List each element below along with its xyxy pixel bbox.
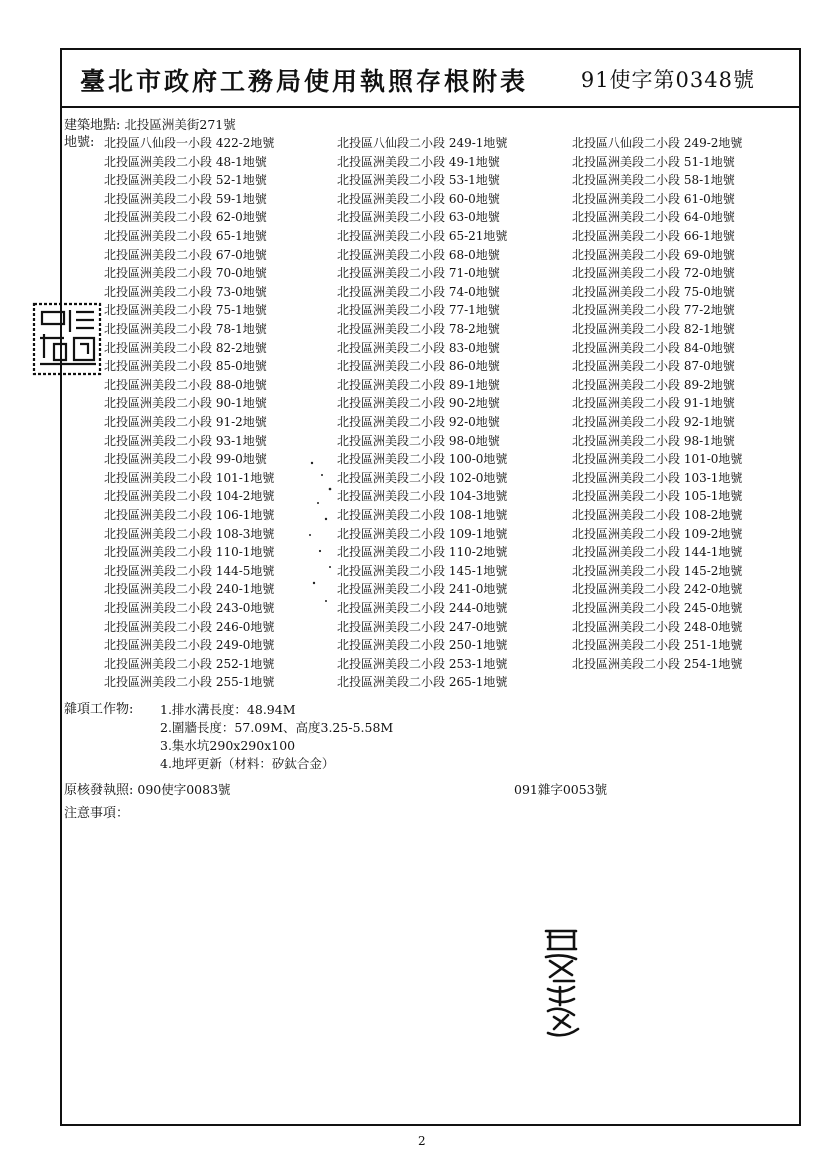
misc-works-label: 雜項工作物:: [64, 702, 134, 717]
lot-cell: 北投區洲美段二小段 92-1地號: [572, 415, 735, 429]
lot-cell: 北投區洲美段二小段 78-1地號: [104, 322, 267, 336]
lot-cell: 北投區洲美段二小段 254-1地號: [572, 656, 743, 671]
misc-item-sump: 3.集水坑290x290x100: [160, 738, 296, 753]
site-address-label: 建築地點:: [64, 118, 121, 133]
lot-cell: 北投區洲美段二小段 75-1地號: [104, 303, 267, 318]
lot-cell: 北投區洲美段二小段 78-2地號: [337, 322, 500, 336]
lot-cell: 北投區洲美段二小段 106-1地號: [104, 508, 275, 522]
original-permit-line: [64, 781, 231, 799]
lot-cell: 北投區洲美段二小段 249-0地號: [104, 638, 275, 653]
scan-specks: [300, 455, 340, 615]
misc-item-drainage: 1.排水溝長度：48.94M: [160, 702, 296, 717]
lot-cell: 北投區洲美段二小段 109-1地號: [337, 526, 508, 541]
lot-cell: 北投區洲美段二小段 67-0地號: [104, 247, 267, 262]
lot-cell: 北投區洲美段二小段 73-0地號: [104, 284, 267, 299]
lot-cell: 北投區洲美段二小段 48-1地號: [104, 154, 267, 169]
lot-cell: 北投區洲美段二小段 65-21地號: [337, 229, 508, 243]
lot-cell: 北投區洲美段二小段 241-0地號: [337, 582, 508, 597]
lot-cell: 北投區洲美段二小段 71-0地號: [337, 266, 500, 281]
lot-cell: 北投區洲美段二小段 93-1地號: [104, 433, 267, 448]
misc-item-floor: 4.地坪更新（材料：矽鈦合金）: [160, 756, 335, 771]
lot-cell: 北投區洲美段二小段 252-1地號: [104, 656, 275, 671]
misc-works-label-line: [64, 700, 133, 718]
lot-cell: 北投區洲美段二小段 70-0地號: [104, 266, 267, 281]
lot-cell: 北投區洲美段二小段 91-1地號: [572, 396, 735, 411]
lot-cell: 北投區洲美段二小段 59-1地號: [104, 191, 267, 206]
lot-cell: 北投區洲美段二小段 58-1地號: [572, 173, 735, 188]
lot-cell: 北投區洲美段二小段 62-0地號: [104, 210, 267, 225]
lot-cell: 北投區洲美段二小段 102-0地號: [337, 470, 508, 485]
original-permit-value: 090使字0083號: [137, 782, 231, 797]
lot-cell: 北投區洲美段二小段 144-5地號: [104, 563, 275, 578]
lot-cell: 北投區洲美段二小段 86-0地號: [337, 359, 500, 374]
lot-cell: 北投區洲美段二小段 103-1地號: [572, 470, 743, 485]
lot-cell: 北投區洲美段二小段 246-0地號: [104, 619, 275, 634]
page-number: 2: [418, 1134, 426, 1148]
lot-cell: 北投區洲美段二小段 61-0地號: [572, 191, 735, 206]
lot-cell: 北投區洲美段二小段 87-0地號: [572, 359, 735, 374]
lot-cell: 北投區洲美段二小段 51-1地號: [572, 154, 735, 169]
lot-cell: 北投區洲美段二小段 108-3地號: [104, 526, 275, 541]
lot-cell: 北投區洲美段二小段 253-1地號: [337, 656, 508, 671]
lot-cell: 北投區洲美段二小段 92-0地號: [337, 415, 500, 429]
original-permit-value-2: 091雜字0053號: [514, 782, 608, 797]
lot-cell: 北投區洲美段二小段 104-2地號: [104, 489, 275, 504]
title-bar: [62, 50, 799, 108]
lot-cell: 北投區洲美段二小段 68-0地號: [337, 247, 500, 262]
lot-cell: 北投區洲美段二小段 74-0地號: [337, 284, 500, 299]
document-title: 臺北市政府工務局使用執照存根附表: [80, 67, 529, 96]
lot-cell: 北投區洲美段二小段 85-0地號: [104, 359, 267, 374]
permit-number: 91使字第0348號: [580, 68, 755, 92]
lot-cell: 北投區洲美段二小段 110-1地號: [104, 545, 275, 560]
lot-cell: 北投區洲美段二小段 82-2地號: [104, 340, 267, 355]
lot-cell: 北投區洲美段二小段 65-1地號: [104, 229, 267, 243]
lot-cell: 北投區洲美段二小段 245-0地號: [572, 601, 743, 615]
handwritten-signature-stamp: [540, 925, 585, 1045]
lot-cell: 北投區洲美段二小段 89-1地號: [337, 377, 500, 392]
lot-cell: 北投區洲美段二小段 144-1地號: [572, 545, 743, 560]
lot-cell: 北投區洲美段二小段 247-0地號: [337, 619, 508, 634]
lots-label: 地號:: [64, 135, 95, 150]
lot-cell: 北投區洲美段二小段 72-0地號: [572, 266, 735, 281]
lot-cell: 北投區洲美段二小段 53-1地號: [337, 173, 500, 188]
lot-cell: 北投區洲美段二小段 255-1地號: [104, 675, 275, 690]
lot-cell: 北投區洲美段二小段 98-0地號: [337, 433, 500, 448]
lot-cell: 北投區洲美段二小段 83-0地號: [337, 340, 500, 355]
lot-cell: 北投區洲美段二小段 49-1地號: [337, 154, 500, 169]
lot-cell: 北投區洲美段二小段 108-1地號: [337, 508, 508, 522]
lot-cell: 北投區洲美段二小段 77-2地號: [572, 303, 735, 318]
document-frame: [60, 48, 801, 1126]
lot-cell: 北投區洲美段二小段 145-1地號: [337, 563, 508, 578]
lot-cell: 北投區洲美段二小段 248-0地號: [572, 619, 743, 634]
lot-cell: 北投區洲美段二小段 109-2地號: [572, 526, 743, 541]
lot-cell: 北投區洲美段二小段 69-0地號: [572, 247, 735, 262]
lot-cell: 北投區洲美段二小段 90-2地號: [337, 396, 500, 411]
lot-cell: 北投區洲美段二小段 99-0地號: [104, 452, 267, 467]
lot-cell: 北投區洲美段二小段 82-1地號: [572, 322, 735, 336]
lot-cell: 北投區洲美段二小段 110-2地號: [337, 545, 508, 560]
lot-cell: 北投區洲美段二小段 91-2地號: [104, 415, 267, 429]
lot-cell: 北投區洲美段二小段 105-1地號: [572, 489, 743, 504]
lot-cell: 北投區洲美段二小段 251-1地號: [572, 638, 743, 653]
lot-cell: 北投區洲美段二小段 250-1地號: [337, 638, 508, 653]
lot-cell: 北投區洲美段二小段 64-0地號: [572, 210, 735, 225]
lot-cell: 北投區洲美段二小段 104-3地號: [337, 489, 508, 504]
lot-cell: 北投區洲美段二小段 63-0地號: [337, 210, 500, 225]
lot-cell: 北投區洲美段二小段 240-1地號: [104, 582, 275, 597]
lot-cell: 北投區洲美段二小段 75-0地號: [572, 284, 735, 299]
lot-cell: 北投區洲美段二小段 90-1地號: [104, 396, 267, 411]
lot-cell: 北投區洲美段二小段 108-2地號: [572, 508, 743, 522]
site-address-line: [64, 116, 236, 134]
lot-cell: 北投區八仙段二小段 249-2地號: [572, 136, 743, 150]
lot-cell: 北投區洲美段二小段 243-0地號: [104, 601, 275, 615]
lot-cell: 北投區洲美段二小段 52-1地號: [104, 173, 267, 188]
lot-cell: 北投區洲美段二小段 66-1地號: [572, 229, 735, 243]
lot-cell: 北投區洲美段二小段 145-2地號: [572, 563, 743, 578]
site-address-value: 北投區洲美街271號: [124, 117, 236, 132]
stamp-seal-left: [30, 298, 106, 380]
lot-cell: 北投區洲美段二小段 77-1地號: [337, 303, 500, 318]
original-permit-label: 原核發執照:: [64, 783, 134, 798]
lot-cell: 北投區八仙段二小段 249-1地號: [337, 136, 508, 150]
lot-cell: 北投區八仙段一小段 422-2地號: [104, 136, 275, 150]
lot-cell: 北投區洲美段二小段 244-0地號: [337, 601, 508, 615]
lot-cell: 北投區洲美段二小段 242-0地號: [572, 582, 743, 597]
lot-cell: 北投區洲美段二小段 98-1地號: [572, 433, 735, 448]
lot-cell: 北投區洲美段二小段 265-1地號: [337, 675, 508, 690]
lot-cell: 北投區洲美段二小段 84-0地號: [572, 340, 735, 355]
lot-cell: 北投區洲美段二小段 101-0地號: [572, 452, 743, 467]
lot-cell: 北投區洲美段二小段 101-1地號: [104, 470, 275, 485]
lot-cell: 北投區洲美段二小段 100-0地號: [337, 452, 508, 467]
notes-label: 注意事項：: [64, 806, 130, 821]
lot-cell: 北投區洲美段二小段 88-0地號: [104, 377, 267, 392]
lot-cell: 北投區洲美段二小段 89-2地號: [572, 377, 735, 392]
lot-cell: 北投區洲美段二小段 60-0地號: [337, 191, 500, 206]
misc-item-wall: 2.圍牆長度：57.09M、高度3.25-5.58M: [160, 720, 394, 735]
